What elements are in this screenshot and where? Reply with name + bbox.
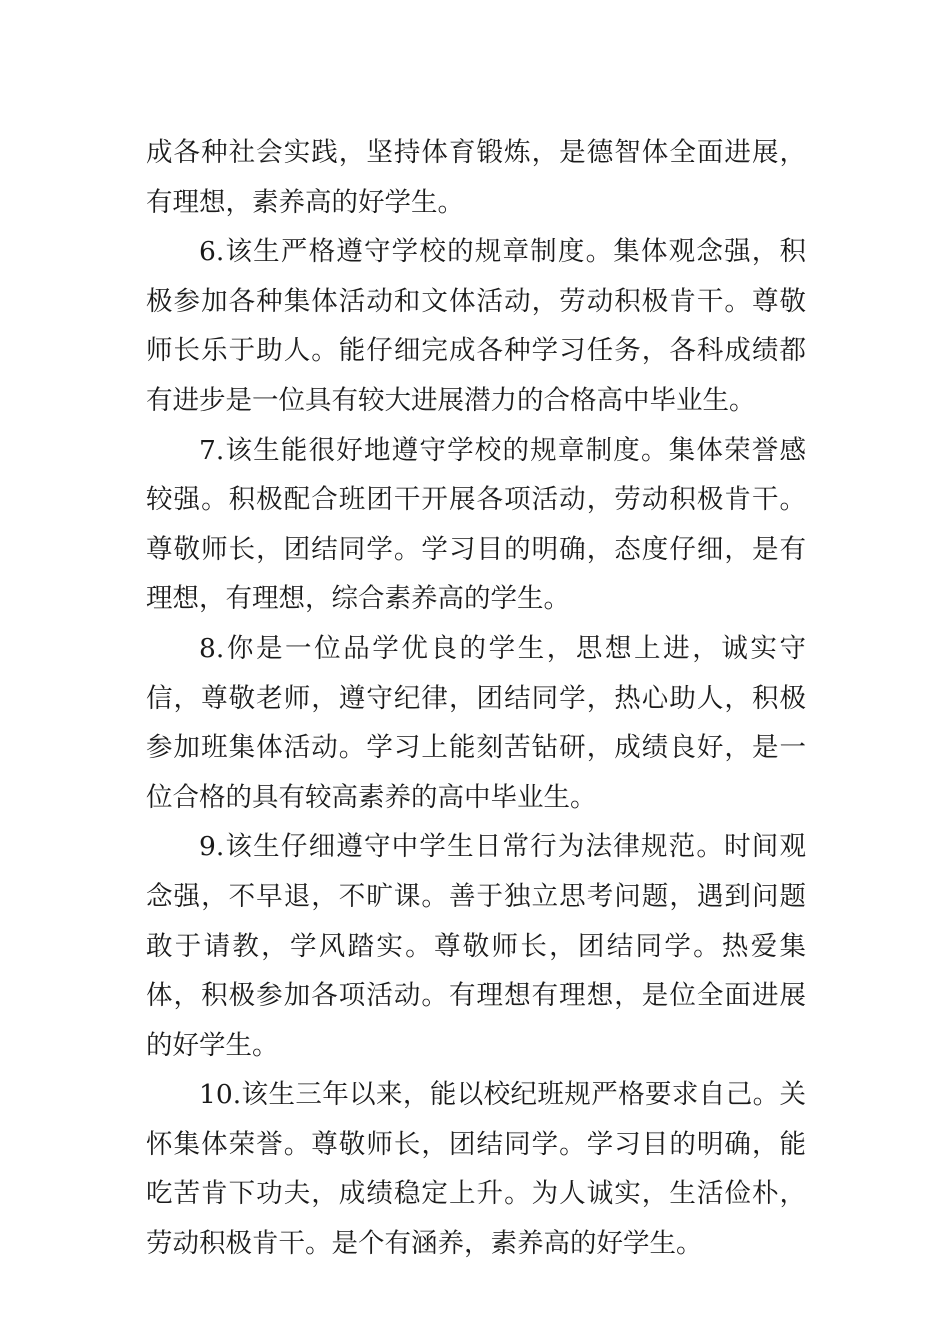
document-body [146,128,806,1269]
paragraph-9: 9.该生仔细遵守中学生日常行为法律规范。时间观念强，不早退，不旷课。善于独立思考问题，遇到问题敢于请教，学风踏实。尊敬师长，团结同学。热爱集体，积极参加各项活动。有理想有理想，是位全面进展的好学生。 [146,831,806,1061]
paragraph-5-continued: 成各种社会实践，坚持体育锻炼，是德智体全面进展，有理想，素养高的好学生。 [146,137,806,218]
paragraph-7: 7.该生能很好地遵守学校的规章制度。集体荣誉感较强。积极配合班团干开展各项活动，劳动积极肯干。尊敬师长，团结同学。学习目的明确，态度仔细，是有理想，有理想，综合素养高的学生。 [146,434,806,615]
paragraph-6: 6.该生严格遵守学校的规章制度。集体观念强，积极参加各种集体活动和文体活动，劳动积极肯干。尊敬师长乐于助人。能仔细完成各种学习任务，各科成绩都有进步是一位具有较大进展潜力的合格高中毕业生。 [146,236,806,416]
paragraph-10: 10.该生三年以来，能以校纪班规严格要求自己。关怀集体荣誉。尊敬师长，团结同学。学习目的明确，能吃苦肯下功夫，成绩稳定上升。为人诚实，生活俭朴，劳动积极肯干。是个有涵养，素养高的好学生。 [146,1079,806,1260]
paragraph-8: 8.你是一位品学优良的学生，思想上进，诚实守信，尊敬老师，遵守纪律，团结同学，热心助人，积极参加班集体活动。学习上能刻苦钻研，成绩良好，是一位合格的具有较高素养的高中毕业生。 [146,632,806,813]
